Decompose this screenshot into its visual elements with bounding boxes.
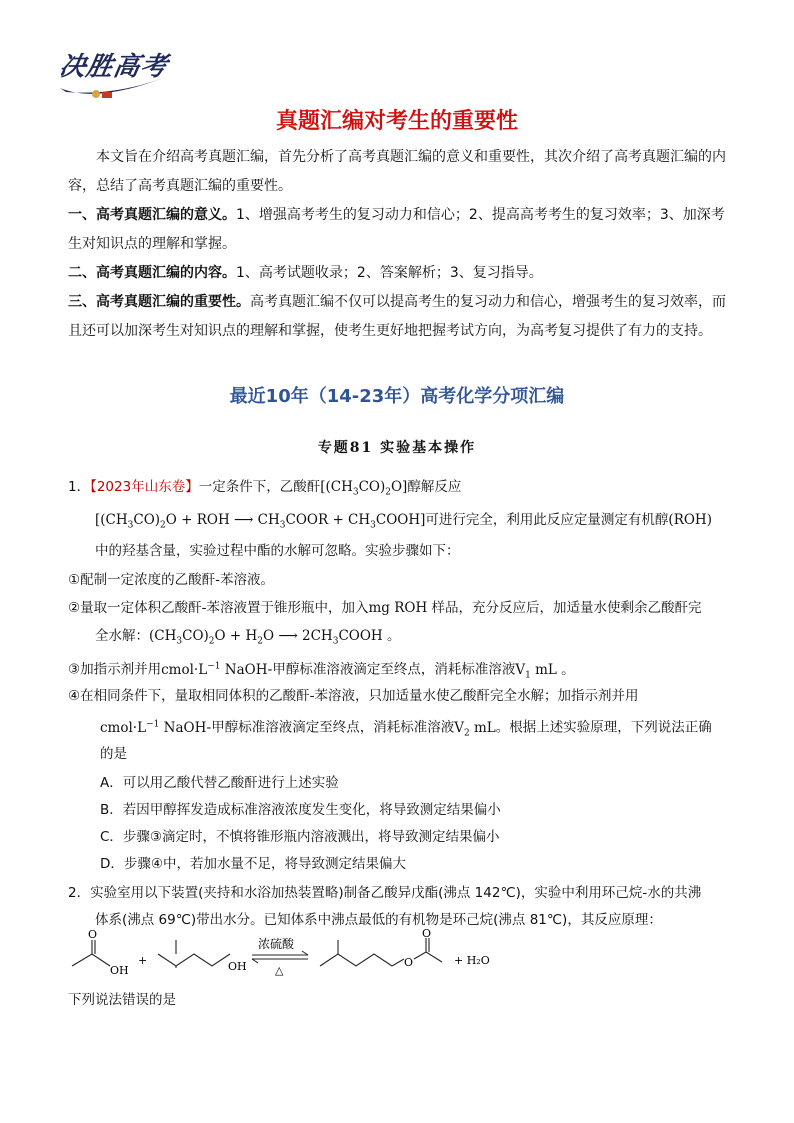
q1-step-4-cont: $cmol\cdot L^{-1}$ NaOH-甲醇标准溶液滴定至终点，消耗标准溶液$V_2$ mL。根据上述实验原理，下列说法正确 [100,719,712,739]
svg-text:+: + [138,954,148,967]
reaction-equation: [$(CH_3CO)_2O$ + ROH ⟶ $CH_3COOR$ + $CH_3COOH$] [95,512,426,531]
svg-text:O: O [404,956,414,969]
isoamyl-acetate-structure [320,928,442,969]
logo [58,44,170,106]
q2-line-2: 体系(沸点 69℃)带出水分。已知体系中沸点最低的有机物是环己烷(沸点 81℃)，其反应原理： [95,912,662,928]
svg-text:O: O [422,928,432,940]
point-2: 二、高考真题汇编的内容。1、高考试题收录；2、答案解析；3、复习指导。 [68,265,543,281]
q1-step-1: ①配制一定浓度的乙酸酐-苯溶液。 [68,572,274,588]
q2-line-3: 下列说法错误的是 [68,992,176,1008]
section-title: 最近10年（14-23年）高考化学分项汇编 [229,386,565,407]
logo-text: 决胜高考 [56,52,171,82]
q1-line-2: [$(CH_3CO)_2O$ + ROH ⟶ $CH_3COOR$ + $CH_3COOH$]可进行完全，利用此反应定量测定有机醇(ROH) [95,512,712,531]
isoamyl-alcohol-structure [158,940,247,973]
svg-text:浓硫酸: 浓硫酸 [258,937,295,951]
q1-step-3: ③加指示剂并用$cmol\cdot L^{-1}$ NaOH-甲醇标准溶液滴定至终点，消耗标准溶液$V_1$ mL 。 [68,661,575,681]
q1-option-b: B．若因甲醇挥发造成标准溶液浓度发生变化，将导致测定结果偏小 [100,802,501,818]
q1-source: 【2023年山东卷】 [90,479,199,495]
q1-option-c: C．步骤③滴定时，不慎将锥形瓶内溶液溅出，将导致测定结果偏小 [100,829,500,845]
formula-acetic-anhydride: $[(CH_3CO)_2O]$ [320,479,408,498]
reversible-arrow-icon [252,936,308,977]
esterification-reaction-diagram [70,928,490,988]
point-1: 一、高考真题汇编的意义。1、增强高考考生的复习动力和信心；2、提高高考考生的复习效率；3、加深考生对知识点的理解和掌握。 [68,207,725,252]
q2-line-1: 2．实验室用以下装置(夹持和水浴加热装置略)制备乙酸异戊酯(沸点 142℃)，实验中利用环己烷-水的共沸 [68,885,702,901]
topic-title: 专题81 实验基本操作 [317,440,477,456]
acetic-acid-structure [72,928,129,977]
svg-text:O: O [88,928,98,941]
svg-text:+ H₂O: + H₂O [454,954,490,967]
intro-section [68,143,728,346]
q1-option-a: A．可以用乙酸代替乙酸酐进行上述实验 [100,775,339,791]
q1-line-3: 中的羟基含量，实验过程中酯的水解可忽略。实验步骤如下： [95,543,460,559]
q1-step-4: ④在相同条件下，量取相同体积的乙酸酐-苯溶液，只加适量水使乙酸酐完全水解；加指示剂并用 [68,688,639,704]
intro-paragraph: 本文旨在介绍高考真题汇编，首先分析了高考真题汇编的意义和重要性，其次介绍了高考真题汇编的内容，总结了高考真题汇编的重要性。 [68,149,726,194]
q1-line-1: 1．【2023年山东卷】一定条件下，乙酸酐$[(CH_3CO)_2O]$醇解反应 [68,479,462,498]
q1-option-d: D．步骤④中，若加水量不足，将导致测定结果偏大 [100,856,406,872]
svg-text:△: △ [275,964,284,977]
q1-step-4-end: 的是 [100,746,127,762]
document-title: 真题汇编对考生的重要性 [275,109,518,134]
svg-text:OH: OH [110,964,129,977]
q1-step-2: ②量取一定体积乙酸酐-苯溶液置于锥形瓶中，加入mg ROH 样品，充分反应后，加适量水使剩余乙酸酐完 [68,600,702,616]
q1-step-2-cont: 全水解：$(CH_3CO)_2O + H_2O$ ⟶ $2CH_3COOH$ 。 [95,628,401,647]
point-3: 三、高考真题汇编的重要性。高考真题汇编不仅可以提高考生的复习动力和信心，增强考生的复习效率，而且还可以加深考生对知识点的理解和掌握，使考生更好地把握考试方向，为高考复习提供了有力的支持。 [68,294,726,339]
svg-text:OH: OH [228,960,247,973]
